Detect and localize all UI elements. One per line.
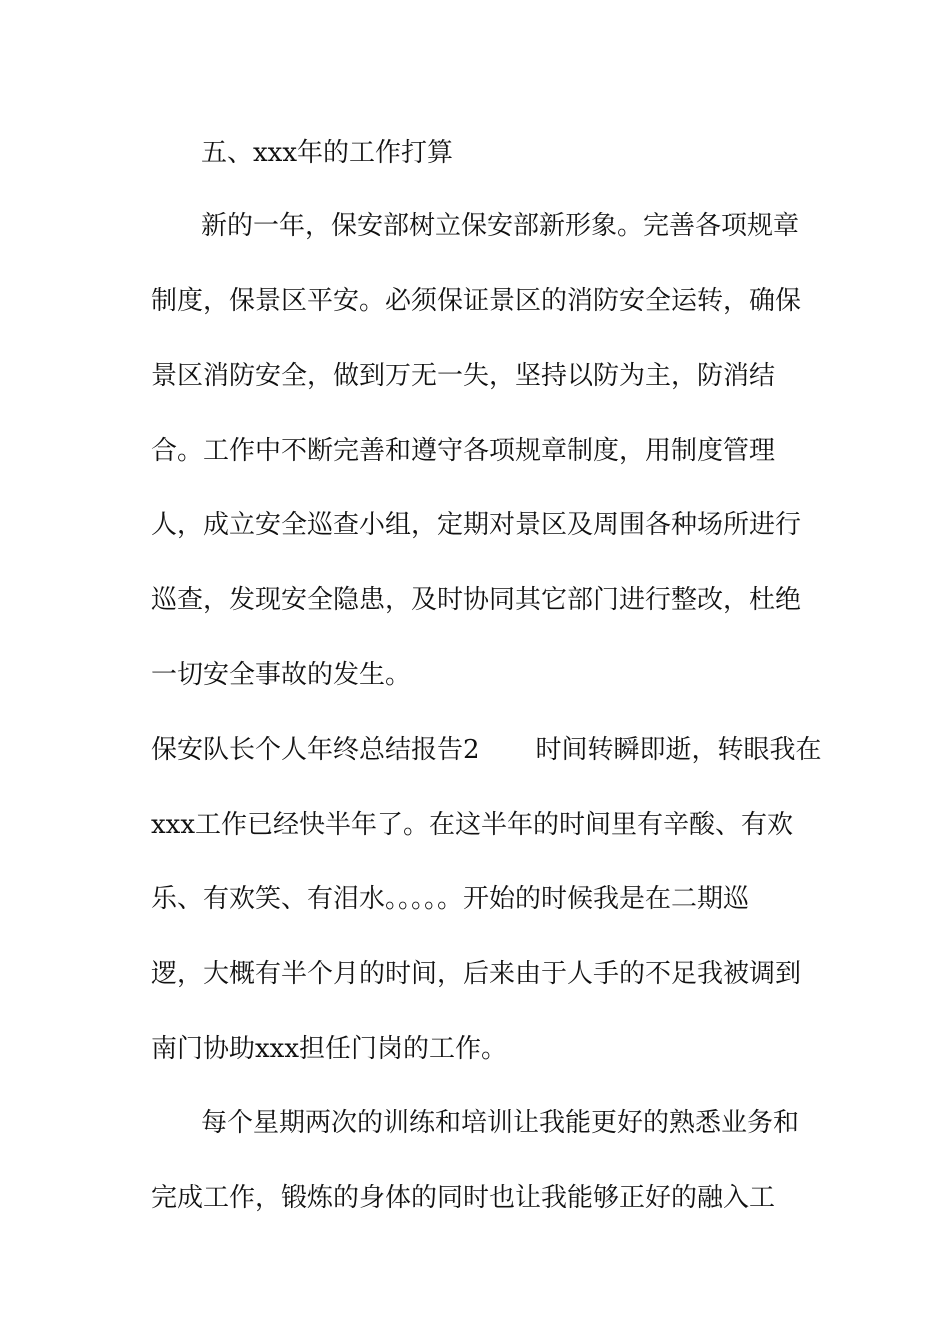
heading-work-plan: 五、xxx年的工作打算 [201, 138, 453, 168]
paragraph-line: 人，成立安全巡查小组，定期对景区及周围各种场所进行 [151, 510, 802, 540]
paragraph-line: 每个星期两次的训练和培训让我能更好的熟悉业务和 [201, 1108, 800, 1138]
paragraph-line: 巡查，发现安全隐患，及时协同其它部门进行整改，杜绝 [151, 585, 802, 615]
paragraph-line: 南门协助xxx担任门岗的工作。 [151, 1034, 507, 1064]
paragraph-line: xxx工作已经快半年了。在这半年的时间里有辛酸、有欢 [151, 810, 793, 840]
paragraph-text: 时间转瞬即逝，转眼我在 [535, 735, 822, 765]
paragraph-line: 制度，保景区平安。必须保证景区的消防安全运转，确保 [151, 286, 802, 316]
report-title-line [151, 735, 822, 765]
paragraph-line: 一切安全事故的发生。 [151, 660, 412, 690]
report-title: 保安队长个人年终总结报告2 [151, 735, 480, 765]
paragraph-line: 逻，大概有半个月的时间，后来由于人手的不足我被调到 [151, 959, 802, 989]
paragraph-line: 新的一年，保安部树立保安部新形象。完善各项规章 [201, 211, 800, 241]
paragraph-line: 景区消防安全，做到万无一失，坚持以防为主，防消结 [151, 361, 776, 391]
paragraph-line: 合。工作中不断完善和遵守各项规章制度，用制度管理 [151, 436, 776, 466]
paragraph-line: 完成工作，锻炼的身体的同时也让我能够正好的融入工 [151, 1183, 776, 1213]
paragraph-line: 乐、有欢笑、有泪水。。。。。开始的时候我是在二期巡 [151, 884, 750, 914]
